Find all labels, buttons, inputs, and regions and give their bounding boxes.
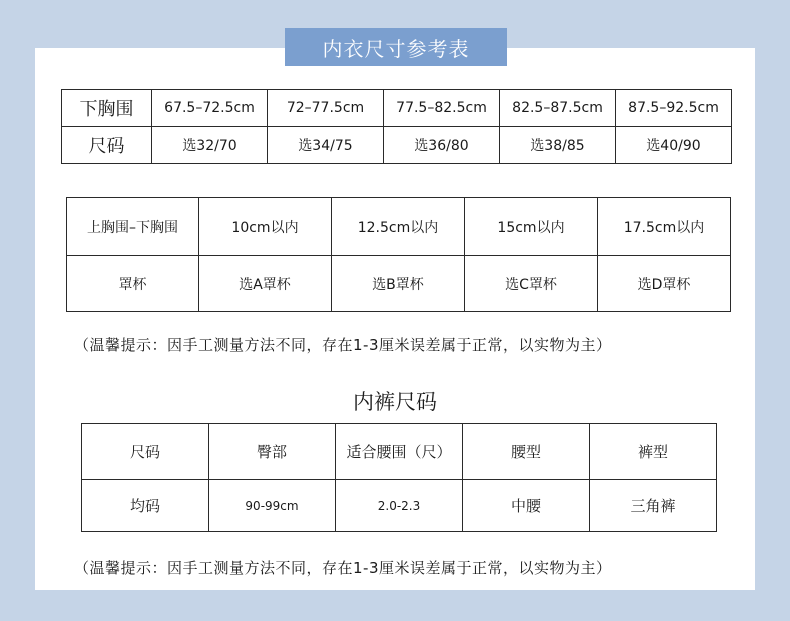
bra-size-title: 内衣尺寸参考表: [322, 36, 470, 61]
bra-size-title-banner: [285, 28, 507, 66]
row-label-bust-difference: 上胸围–下胸围: [67, 198, 199, 256]
column-header: 裤型: [590, 424, 717, 480]
table-cell: 12.5cm以内: [332, 198, 465, 256]
cup-size-table: [66, 197, 731, 312]
column-header: 尺码: [82, 424, 209, 480]
table-row: [67, 198, 731, 256]
table-cell: 选38/85: [500, 127, 616, 164]
table-cell: 选40/90: [616, 127, 732, 164]
table-cell: 三角裤: [590, 480, 717, 532]
row-label-size: 尺码: [62, 127, 152, 164]
table-cell: 67.5–72.5cm: [152, 90, 268, 127]
measurement-note: （温馨提示：因手工测量方法不同，存在1-3厘米误差属于正常，以实物为主）: [74, 559, 612, 577]
table-cell: 87.5–92.5cm: [616, 90, 732, 127]
table-cell: 选A罩杯: [199, 256, 332, 312]
table-cell: 72–77.5cm: [268, 90, 384, 127]
table-cell: 90-99cm: [209, 480, 336, 532]
column-header: 适合腰围（尺）: [336, 424, 463, 480]
table-row: [62, 90, 732, 127]
table-cell: 82.5–87.5cm: [500, 90, 616, 127]
measurement-note: （温馨提示：因手工测量方法不同，存在1-3厘米误差属于正常，以实物为主）: [74, 336, 612, 354]
panties-size-table: [81, 423, 717, 532]
column-header: 臀部: [209, 424, 336, 480]
table-cell: 选D罩杯: [598, 256, 731, 312]
row-label-underbust: 下胸围: [62, 90, 152, 127]
table-cell: 选C罩杯: [465, 256, 598, 312]
column-header: 腰型: [463, 424, 590, 480]
table-row: [62, 127, 732, 164]
table-cell: 中腰: [463, 480, 590, 532]
table-row: [82, 480, 717, 532]
table-cell: 17.5cm以内: [598, 198, 731, 256]
table-cell: 10cm以内: [199, 198, 332, 256]
table-cell: 选32/70: [152, 127, 268, 164]
table-cell: 选36/80: [384, 127, 500, 164]
table-cell: 2.0-2.3: [336, 480, 463, 532]
table-cell: 77.5–82.5cm: [384, 90, 500, 127]
underbust-size-table: [61, 89, 732, 164]
table-row: [67, 256, 731, 312]
table-cell: 均码: [82, 480, 209, 532]
panties-size-title: 内裤尺码: [353, 390, 437, 414]
table-cell: 15cm以内: [465, 198, 598, 256]
table-header-row: [82, 424, 717, 480]
table-cell: 选B罩杯: [332, 256, 465, 312]
table-cell: 选34/75: [268, 127, 384, 164]
row-label-cup: 罩杯: [67, 256, 199, 312]
